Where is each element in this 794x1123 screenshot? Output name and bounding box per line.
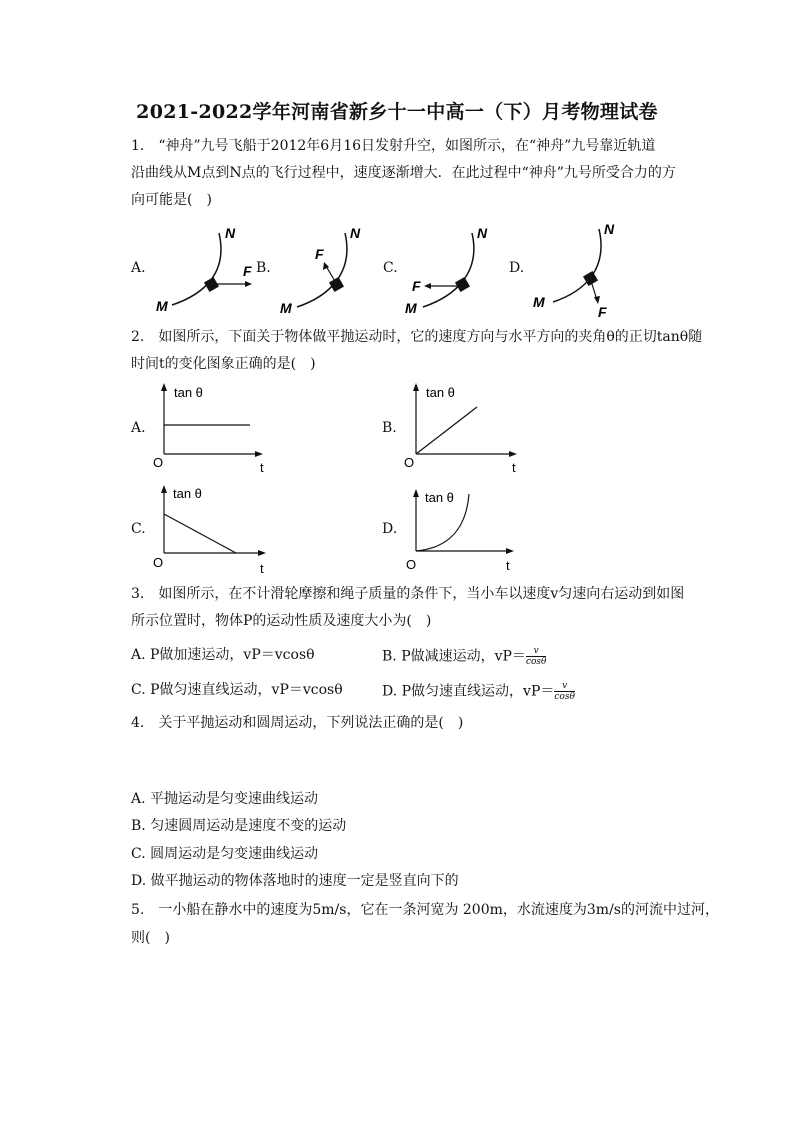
x-axis-label: t	[506, 558, 510, 573]
q1-stem-line-1: 1. “神舟”九号飞船于2012年6月16日发射升空，如图所示，在“神舟”九号靠近轨道	[131, 138, 656, 154]
q4-option-b[interactable]: B. 匀速圆周运动是速度不变的运动	[131, 818, 347, 834]
x-axis-label: t	[260, 561, 264, 576]
origin-label: O	[153, 455, 164, 470]
q3-option-b-fraction	[526, 646, 547, 667]
q2-option-d-label[interactable]: D.	[382, 521, 398, 537]
fraction-numerator: v	[554, 681, 575, 692]
q3-option-d[interactable]	[382, 681, 575, 702]
fraction-numerator: v	[526, 646, 547, 657]
q4-option-c[interactable]: C. 圆周运动是匀变速曲线运动	[131, 846, 319, 862]
point-m-label: M	[156, 298, 168, 314]
q1-option-c-label[interactable]: C.	[383, 260, 398, 276]
x-axis-label: t	[260, 460, 264, 475]
point-m-label: M	[405, 300, 417, 316]
fraction-denominator: cosθ	[554, 692, 575, 702]
force-f-label: F	[412, 278, 421, 294]
point-m-label: M	[280, 300, 292, 316]
q3-stem-line-1: 3. 如图所示，在不计滑轮摩擦和绳子质量的条件下，当小车以速度v匀速向右运动到如图	[131, 586, 685, 602]
q4-stem: 4. 关于平抛运动和圆周运动，下列说法正确的是( )	[131, 715, 464, 731]
origin-label: O	[404, 455, 415, 470]
q1-stem-line-3: 向可能是( )	[131, 192, 212, 208]
q2-stem-line-1: 2. 如图所示，下面关于物体做平抛运动时，它的速度方向与水平方向的夹角θ的正切tanθ随	[131, 329, 703, 345]
q3-option-b-text: B. P做减速运动，vP＝	[382, 648, 526, 665]
fraction-denominator: cosθ	[525, 657, 547, 667]
q2-stem-line-2: 时间t的变化图象正确的是( )	[131, 356, 316, 372]
y-axis-label: tan θ	[425, 490, 454, 505]
q2-option-b-label[interactable]: B.	[382, 420, 397, 436]
point-n-label: N	[477, 225, 488, 241]
origin-label: O	[406, 557, 417, 572]
q1-option-b-label[interactable]: B.	[256, 260, 271, 276]
x-axis-arrowhead	[506, 548, 514, 554]
q5-stem-line-2: 则( )	[131, 930, 170, 946]
q5-stem-line-1: 5. 一小船在静水中的速度为5m/s，它在一条河宽为 200m，水流速度为3m/s的河流中过河，	[131, 902, 719, 918]
q1-option-d-label[interactable]: D.	[509, 260, 525, 276]
q3-option-d-fraction	[554, 681, 575, 702]
q3-option-d-text: D. P做匀速直线运动，vP＝	[382, 683, 555, 700]
q1-stem-line-2: 沿曲线从M点到N点的飞行过程中，速度逐渐增大．在此过程中“神舟”九号所受合力的方	[131, 165, 676, 181]
y-axis-arrowhead	[413, 489, 419, 497]
q3-option-c[interactable]: C. P做匀速直线运动，vP＝vcosθ	[131, 682, 343, 698]
q2-option-c-label[interactable]: C.	[131, 521, 146, 537]
point-n-label: N	[225, 225, 236, 241]
force-f-label: F	[243, 263, 252, 279]
point-m-label: M	[533, 294, 545, 310]
force-f-label: F	[598, 304, 607, 320]
q4-option-a[interactable]: A. 平抛运动是匀变速曲线运动	[131, 791, 319, 807]
q4-option-d[interactable]: D. 做平抛运动的物体落地时的速度一定是竖直向下的	[131, 873, 459, 889]
y-axis-label: tan θ	[426, 385, 455, 400]
q2-option-a-label[interactable]: A.	[131, 420, 146, 436]
exam-title: 2021-2022学年河南省新乡十一中高一（下）月考物理试卷	[136, 101, 658, 123]
q3-option-a[interactable]: A. P做加速运动，vP＝vcosθ	[131, 647, 315, 663]
origin-label: O	[153, 555, 164, 570]
y-axis-label: tan θ	[173, 486, 202, 501]
point-n-label: N	[604, 221, 615, 237]
q3-stem-line-2: 所示位置时，物体P的运动性质及速度大小为( )	[131, 613, 432, 629]
x-axis-label: t	[512, 460, 516, 475]
point-n-label: N	[350, 225, 361, 241]
y-axis-label: tan θ	[174, 385, 203, 400]
q1-option-a-label[interactable]: A.	[131, 260, 146, 276]
q3-option-b[interactable]	[382, 646, 546, 667]
force-f-label: F	[315, 246, 324, 262]
